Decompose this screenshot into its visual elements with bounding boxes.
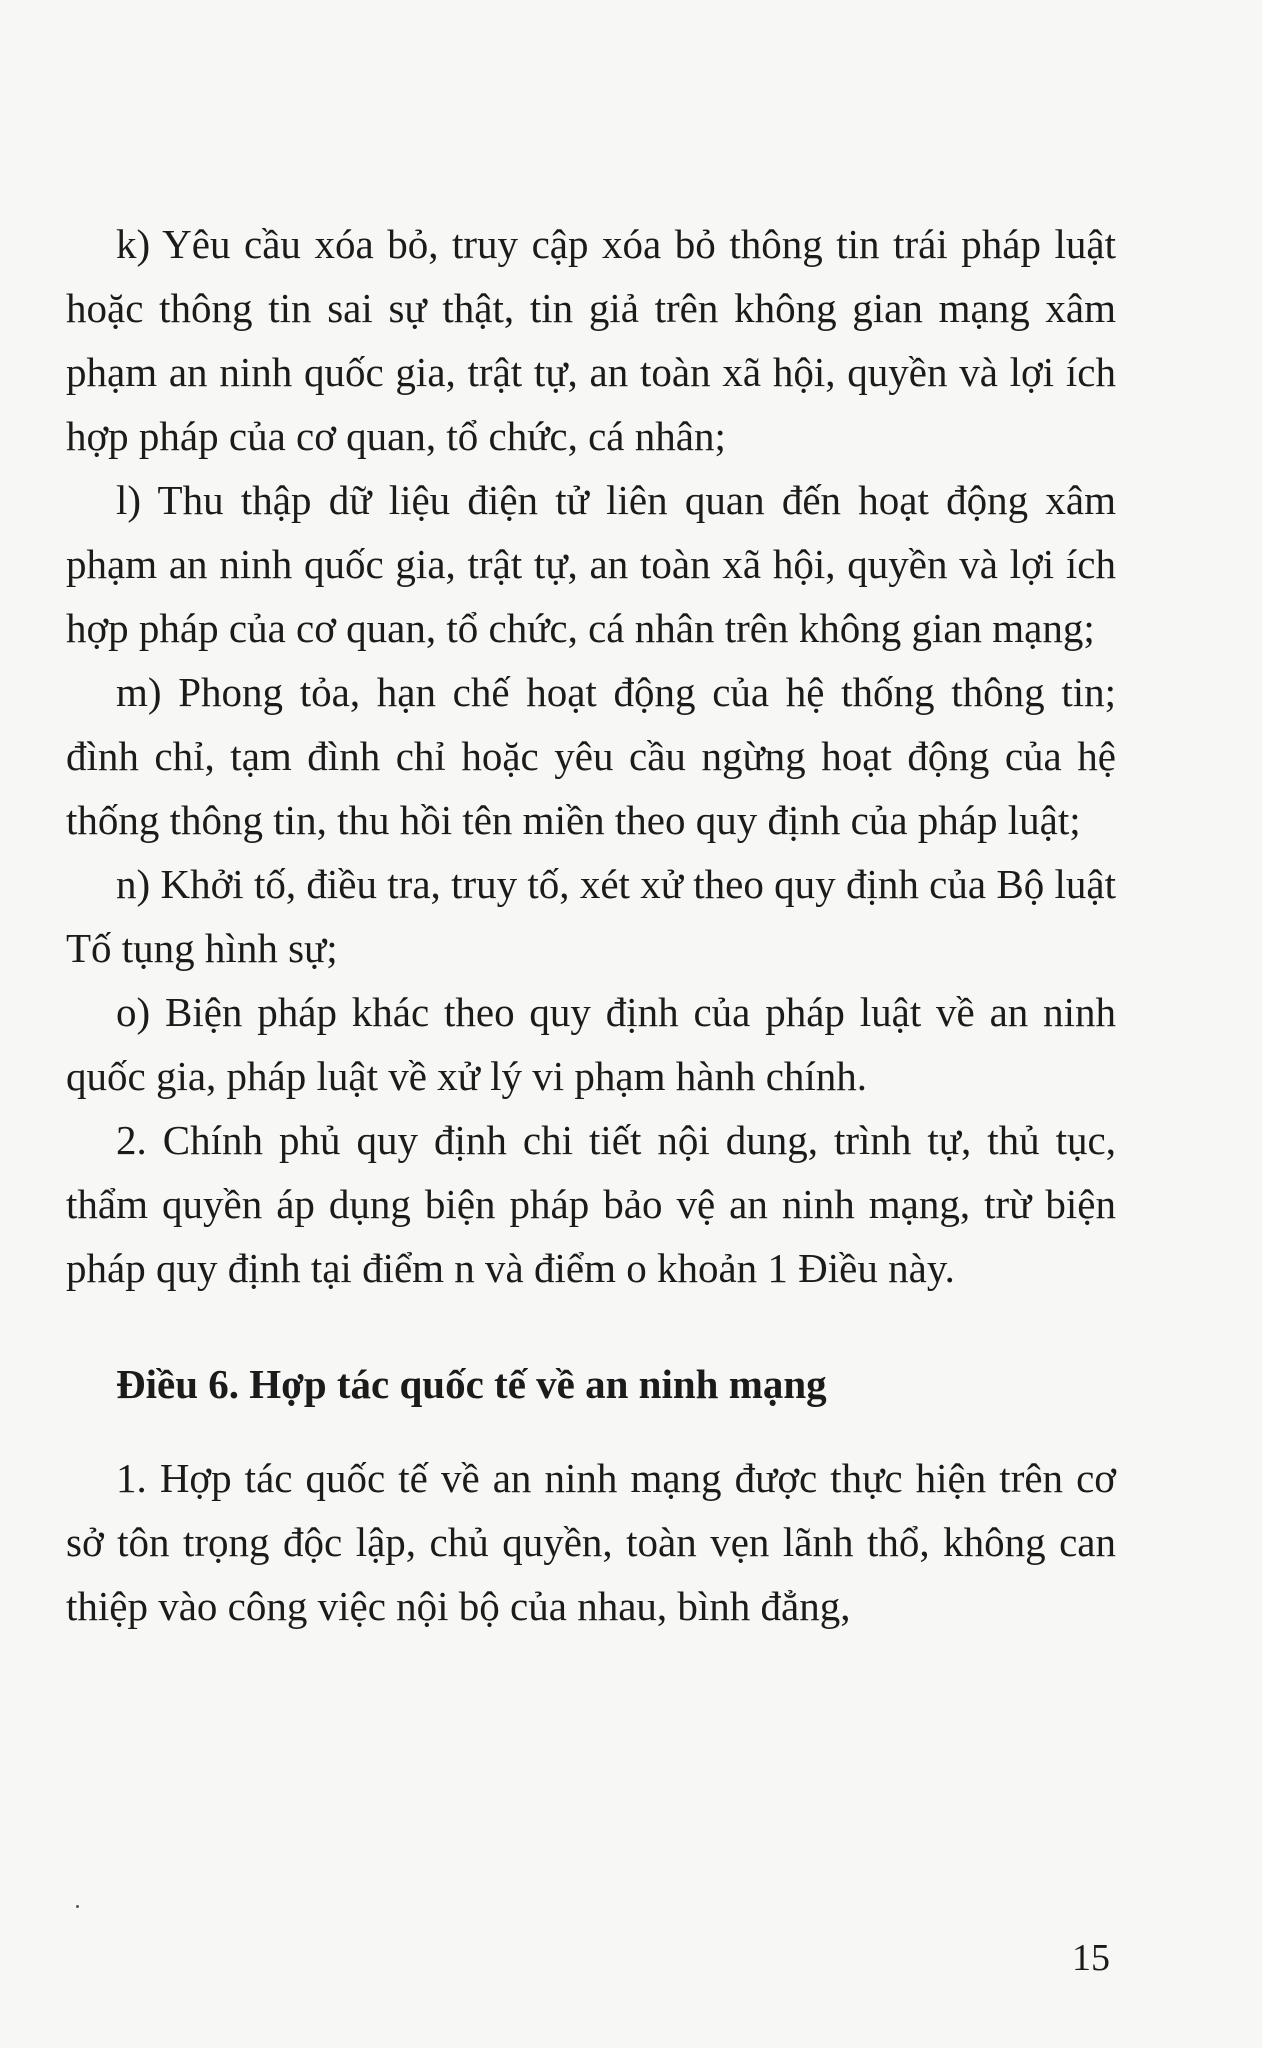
paragraph-point-o: o) Biện pháp khác theo quy định của pháp luật về an ninh quốc gia, pháp luật về xử lý vi phạm hành chính. xyxy=(66,989,1116,1099)
paragraph-point-m: m) Phong tỏa, hạn chế hoạt động của hệ thống thông tin; đình chỉ, tạm đình chỉ hoặc yêu cầu ngừng hoạt động của hệ thống thông tin, thu hồi tên miền theo quy định của pháp luật; xyxy=(66,669,1116,843)
paragraph-point-l: l) Thu thập dữ liệu điện tử liên quan đến hoạt động xâm phạm an ninh quốc gia, trật tự, an toàn xã hội, quyền và lợi ích hợp pháp của cơ quan, tổ chức, cá nhân trên không gian mạng; xyxy=(66,477,1116,651)
page-number: 15 xyxy=(1072,1937,1110,1979)
paragraph-clause-2: 2. Chính phủ quy định chi tiết nội dung, trình tự, thủ tục, thẩm quyền áp dụng biện pháp bảo vệ an ninh mạng, trừ biện pháp quy định tại điểm n và điểm o khoản 1 Điều này. xyxy=(66,1117,1116,1291)
article-heading: Điều 6. Hợp tác quốc tế về an ninh mạng xyxy=(116,1361,827,1407)
print-speck xyxy=(76,1905,79,1908)
paragraph-point-n: n) Khởi tố, điều tra, truy tố, xét xử theo quy định của Bộ luật Tố tụng hình sự; xyxy=(66,861,1116,971)
paragraph-point-k: k) Yêu cầu xóa bỏ, truy cập xóa bỏ thông tin trái pháp luật hoặc thông tin sai sự thật, tin giả trên không gian mạng xâm phạm an ninh quốc gia, trật tự, an toàn xã hội, quyền và lợi ích hợp pháp của cơ quan, tổ chức, cá nhân; xyxy=(66,221,1116,459)
paragraph-article6-clause-1: 1. Hợp tác quốc tế về an ninh mạng được thực hiện trên cơ sở tôn trọng độc lập, chủ quyền, toàn vẹn lãnh thổ, không can thiệp vào công việc nội bộ của nhau, bình đẳng, xyxy=(66,1455,1116,1629)
body-text xyxy=(66,212,1116,1638)
